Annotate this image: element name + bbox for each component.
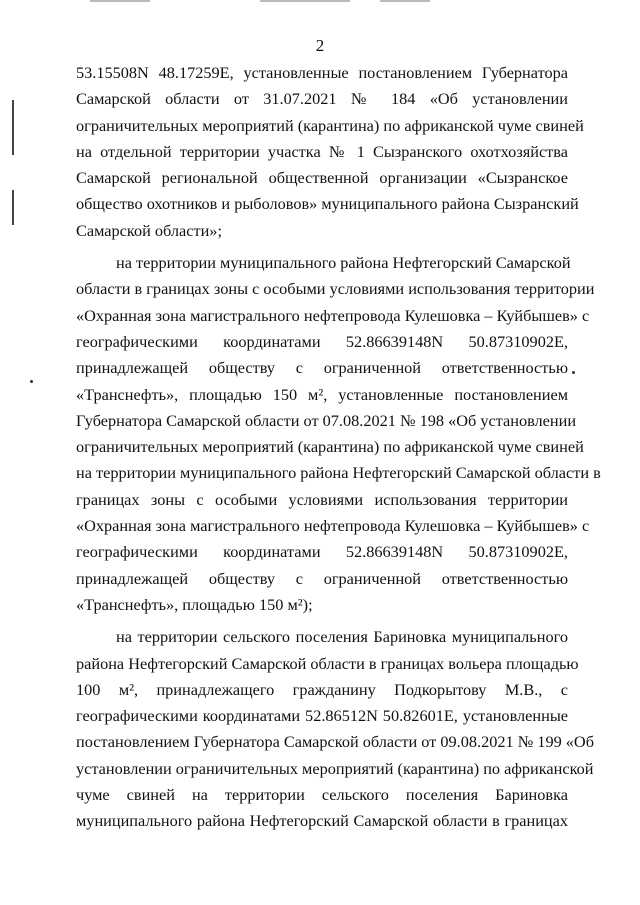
text-line: Губернатора Самарской области от 07.08.2021 № 198 «Об установлении [76, 410, 577, 430]
text-line: «Охранная зона магистрального нефтепровода Кулешовка – Куйбышев» с [76, 516, 590, 536]
text-line: принадлежащей обществу с ограниченной ответственностью [76, 568, 568, 588]
text-line: муниципального района Нефтегорский Самарской области в границах [76, 811, 568, 831]
text-line: ограничительных мероприятий (карантина) по африканской чуме свиней [76, 115, 584, 135]
text-line: границах зоны с особыми условиями использования территории [76, 489, 568, 509]
text-line: «Транснефть», площадью 150 м², установленные постановлением [76, 384, 568, 404]
paragraph-1 [76, 60, 584, 244]
text-line: постановлением Губернатора Самарской области от 09.08.2021 № 199 «Об [76, 732, 594, 752]
page-number: 2 [315, 36, 325, 55]
text-line: на территории муниципального района Нефтегорский Самарской [116, 253, 571, 273]
text-line: области в границах зоны с особыми условиями использования территории [76, 279, 595, 299]
text-line: Самарской региональной общественной организации «Сызранское [76, 168, 568, 188]
scan-edge-mark [12, 100, 14, 155]
text-line: 53.15508N 48.17259E, установленные постановлением Губернатора [76, 63, 568, 82]
text-line: ограничительных мероприятий (карантина) по африканской чуме свиней [76, 437, 584, 457]
scan-edge-mark [12, 190, 14, 225]
text-line: «Охранная зона магистрального нефтепровода Кулешовка – Куйбышев» с [76, 305, 590, 325]
text-line: Самарской области»; [76, 220, 222, 240]
scan-top-rule [90, 0, 150, 2]
text-line: 100 м², принадлежащего гражданину Подкорытову М.В., с [76, 679, 568, 699]
text-line: принадлежащей обществу с ограниченной ответственностью [76, 358, 568, 378]
text-line: Самарской области от 31.07.2021 № 184 «Об установлении [76, 89, 568, 109]
text-line: на территории муниципального района Нефтегорский Самарской области в [76, 463, 601, 483]
text-line: общество охотников и рыболовов» муниципального района Сызранский [76, 194, 579, 214]
text-line: чуме свиней на территории сельского поселения Бариновка [76, 785, 568, 805]
scan-dot [572, 371, 575, 374]
text-line: установлении ограничительных мероприятий (карантина) по африканской [76, 758, 594, 778]
scan-top-rule [260, 0, 350, 2]
paragraph-3 [76, 624, 594, 834]
text-line: на территории сельского поселения Бариновка муниципального [116, 627, 568, 647]
document-body [76, 60, 601, 835]
text-line: географическими координатами 52.86639148N 50.87310902E, [76, 331, 568, 351]
scan-dot [30, 380, 33, 383]
text-line: на отдельной территории участка № 1 Сызранского охотхозяйства [76, 141, 568, 161]
scan-top-rule [380, 0, 430, 2]
text-line: географическими координатами 52.86512N 50.82601E, установленные [76, 706, 568, 726]
text-line: района Нефтегорский Самарской области в границах вольера площадью [76, 653, 579, 673]
text-line: географическими координатами 52.86639148N 50.87310902E, [76, 542, 568, 562]
text-line: «Транснефть», площадью 150 м²); [76, 594, 313, 614]
paragraph-2 [76, 250, 601, 618]
